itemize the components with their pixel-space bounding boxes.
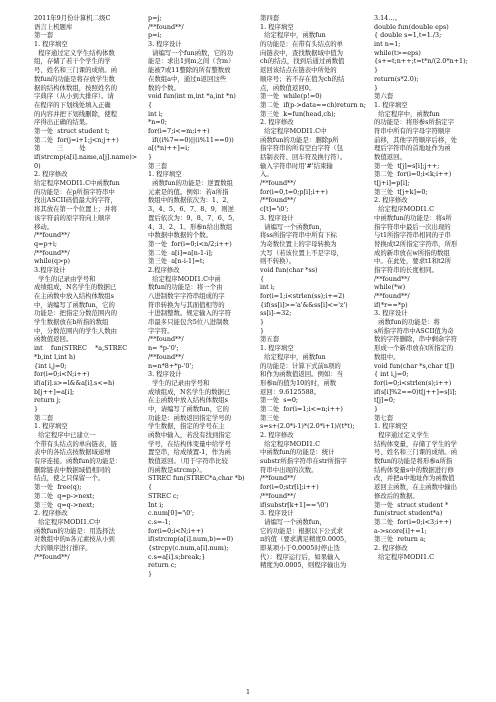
text-line: 第一处 for(i=0;i<n/2;i++)	[148, 239, 232, 248]
text-line: π的值（要求满足精度0.0005，	[260, 535, 351, 544]
text-line: 点，函数值返回0。	[260, 83, 316, 92]
text-line: 3. 程序设计	[260, 213, 294, 222]
text-line: 的功能是：将形参s所指定字	[374, 118, 454, 127]
text-line: 第一处 t[j]=s[i];j++;	[374, 161, 440, 170]
text-line: 号、姓名和三门课的成绩。函	[34, 66, 118, 75]
text-line: 给定程序MODI1.C中函	[148, 274, 221, 283]
text-line: p=j;	[148, 14, 162, 22]
text-line: 中，请编写了函数fun，它的	[34, 300, 115, 309]
text-line: { double s=1,t=1./3;	[374, 31, 442, 40]
text-line: 第一处 while(p!=0)	[260, 92, 322, 101]
text-line: return(s*2.0);	[374, 74, 419, 83]
text-line: 中函数fun的功能是：统计	[260, 448, 335, 457]
text-line: 中。在此处，要求t1和t2所	[374, 257, 452, 266]
text-line: 函数fun的功能是：将	[374, 318, 440, 327]
text-line: /**found**/	[374, 292, 410, 300]
text-line: 语言上机题库	[34, 22, 73, 31]
text-line: STREC c;	[148, 491, 179, 500]
text-line: /**found**/	[34, 231, 70, 240]
text-line: /**found**/	[260, 491, 296, 500]
text-line: 中函数fun的功能是：将s所	[374, 213, 452, 222]
text-line: 4、3、2、1。形参n给出数组	[148, 222, 233, 231]
text-line: while(q>p)	[34, 257, 70, 266]
text-line: 程序通过定义学生结构体数	[34, 48, 115, 57]
text-line: 给定程序MODI1.C中	[260, 126, 327, 135]
text-line: 给定程序MODI1.C	[374, 205, 435, 214]
text-line: 找出ASCII码值最大的字符，	[34, 196, 117, 205]
text-line: 该字符前的原字符向上顺序	[34, 213, 111, 222]
text-line: 请编写一个函数fun，	[260, 517, 326, 526]
text-line: for(i=0;str[i];i++)	[260, 483, 319, 492]
text-line: return j;	[34, 396, 61, 405]
text-line: 则不转换）。	[260, 257, 296, 266]
text-line: 指字符串的所有空白字符（包	[260, 144, 344, 153]
text-line: for(i=0;i<N;i++)	[148, 526, 204, 535]
text-line: 函数中输入，若没有找到指定	[148, 431, 232, 439]
text-line: int i;	[148, 109, 163, 118]
text-line: }	[148, 153, 153, 161]
text-line: 字典序（从小到大排序）。请	[34, 92, 114, 101]
text-line: 2. 程序修改	[260, 431, 294, 439]
text-line: 的功能是：在带有头结点的单	[260, 40, 344, 49]
text-line: 0)	[34, 161, 41, 170]
text-line: 数值返回。（用于字符串比较	[148, 457, 228, 466]
text-line: 符串中所有的字母字符顺序	[374, 126, 451, 135]
text-line: 删除链表中数据域值相同的	[34, 465, 111, 474]
text-line: 大的顺序进行排序。	[34, 543, 92, 552]
text-line: if(substr[k+1]=='\0')	[260, 500, 329, 509]
page-number: 1	[245, 688, 251, 696]
text-line: 指字符串中最后一次出现的	[374, 222, 451, 231]
text-line: 输入字符串时用'#'结束输	[260, 161, 333, 170]
text-line: s所指字符串中ASCII值为奇	[374, 326, 454, 335]
text-line: 在数组a中，通过n返回这些	[148, 74, 227, 83]
text-line: 1. 程序填空	[34, 40, 68, 49]
text-line: 个带有头结点的单向链表，链	[34, 439, 118, 448]
text-line: /**found**/	[148, 352, 184, 361]
text-line: 向链表中，查找数据域中值为	[260, 48, 344, 57]
text-line: 2. 程序修改	[34, 170, 68, 179]
text-line: 置空串，给成绩置-1，作为函	[148, 448, 231, 457]
text-line: 八进制数字字符串组成的字	[148, 292, 225, 300]
text-line: 前移，其他字符顺序后移，处	[374, 135, 458, 144]
text-line: 学生的记录由学号和	[148, 378, 210, 387]
text-line: 修改后的数据。	[374, 491, 419, 500]
text-line: 第三处 a[n-i-1]=t;	[148, 257, 205, 266]
text-line: Int i;	[148, 500, 164, 509]
text-line: 能被7或11整除的所有整数放	[148, 66, 231, 75]
text-line: 括制表符、回车符及换行符）。	[260, 153, 347, 161]
text-line: t[j+i]=p[i];	[374, 179, 410, 188]
text-line: 号、姓名和三门课的成绩。函	[374, 448, 458, 457]
text-line: ss[i]-=32;	[260, 309, 292, 318]
text-line: 精度为0.0005，则程序输出为	[260, 561, 347, 570]
text-line: 给定程序中，函数fun	[260, 352, 326, 361]
text-line: /**found**/	[148, 22, 184, 31]
text-line: 第二处 q=p->next;	[34, 491, 95, 500]
text-line: 返回主函数，在主函数中输出	[374, 483, 458, 492]
text-line: 3. 程序设计	[374, 309, 408, 318]
text-line: 置后依次为：9、8、7、6、5、	[148, 213, 239, 222]
text-line: 数的个数。	[148, 83, 180, 92]
text-line: 与t1所指字符串相同的子串	[374, 231, 451, 240]
text-line: 第三处	[260, 413, 280, 422]
text-line: 成绩组成，N名学生的数据已	[148, 387, 231, 396]
text-line: 在主函数中放入结构体数组s	[34, 292, 114, 300]
text-line: 串最多只能包含5位八进制数	[148, 318, 229, 327]
text-line: 2. 程序修改	[374, 196, 408, 205]
text-line: 移动。	[34, 222, 54, 231]
text-line: 2. 程序修改	[374, 543, 408, 552]
text-line: if(*r==*p)	[374, 300, 408, 309]
text-line: { int i,j=0;	[374, 370, 409, 379]
text-line: 第七套	[374, 413, 394, 422]
text-line: 在主函数中放入结构体数组s	[148, 396, 228, 405]
text-line: 指字符串的长度相同。	[374, 265, 438, 274]
text-line: 第三处 k=fun(head,ch);	[260, 109, 336, 118]
text-line: 结构体变量s中的数据进行修	[374, 465, 454, 474]
text-line: *b,int l,int h)	[34, 352, 76, 361]
text-line: 第一处 struct student t;	[34, 126, 110, 135]
text-line: 第一处 free(q);	[34, 483, 82, 492]
text-line: 返回该结点在链表中所处的	[260, 66, 337, 75]
text-line: 理后字符串的首地址作为函	[374, 144, 451, 153]
text-line: {	[148, 100, 153, 109]
text-line: 第二处 for(i=0;i<3;i++)	[374, 517, 452, 526]
text-line: 2. 程序修改	[260, 118, 294, 127]
text-line: 第五套	[260, 335, 280, 344]
text-line: }	[374, 66, 379, 75]
text-line: 2. 程序修改	[34, 509, 68, 518]
text-line: 第六套	[374, 92, 394, 101]
text-line: double fun(double eps)	[374, 22, 449, 31]
text-line: 第三处 q=q->next;	[34, 500, 95, 509]
text-line: 3. 程序设计	[148, 40, 182, 49]
text-line: 给定程序MODI1.C中	[34, 517, 101, 526]
text-line: 将ss所指字符串中所有下标	[260, 231, 337, 240]
text-line: 第三套	[148, 161, 168, 170]
text-line: /**found**/	[34, 248, 70, 257]
text-line: 功能是：把指定分数范围内的	[34, 309, 118, 318]
text-line: 请编写一个函数fun，	[260, 222, 326, 231]
text-line: c[t]='\0';	[260, 205, 289, 214]
text-line: STREC fun(STREC*a,char *b)	[148, 474, 245, 483]
text-line: 3.14…。	[374, 14, 402, 22]
text-line: /**found**/	[260, 196, 296, 205]
text-line: 中，请编写了函数fun，它的	[148, 404, 229, 413]
text-line: *n=0;	[148, 118, 167, 127]
text-line: 第一套	[34, 31, 54, 40]
text-line: 3. 程序设计	[260, 509, 294, 518]
text-line: if(strcmp(a[i].name,a[j].name)>	[34, 153, 138, 161]
text-line: q=p+i;	[34, 239, 58, 248]
text-line: 1. 程序填空	[374, 422, 408, 431]
text-line: void fun(int m,int *a,int *n)	[148, 92, 236, 101]
text-line: 数组中。	[374, 352, 400, 361]
text-line: 给定程序中已建立一	[34, 431, 96, 439]
text-line: 数fun的功能是将存放学生数	[34, 74, 115, 83]
text-line: 程序通过定义学生	[374, 431, 430, 439]
text-line: 数组中的数据依次为：1、2、	[148, 196, 233, 205]
text-line: 给定程序MODI1.C中函数fun	[34, 179, 120, 188]
text-line: 有序连接。函数fun的功能是：	[34, 457, 122, 466]
text-line: 请编写一个fun函数，它的功	[148, 48, 233, 57]
text-line: 2.程序修改	[148, 265, 180, 274]
text-line: 数fun的功能是：将一个由	[148, 283, 223, 292]
text-line: 大写（若该位置上不是字母，	[260, 248, 344, 257]
text-line: 第三处 return a;	[374, 535, 426, 544]
text-line: 和作为函数值返回。例如：当	[260, 370, 344, 379]
text-column-3	[260, 14, 366, 570]
text-line: {int i,j=0;	[34, 361, 67, 370]
text-line: n=n*8+*p-'0';	[148, 361, 194, 370]
text-line: p=i;	[148, 31, 162, 40]
text-line: t[j]=0;	[374, 396, 396, 405]
text-line: substr所指字符串在str所指字	[260, 457, 347, 466]
text-line: 第二处 for(i=1;i<=n;i++)	[260, 404, 343, 413]
text-line: 顺序号；若不存在值为ch的结	[260, 74, 345, 83]
text-line: 2011年9月份计算机二级C	[34, 14, 111, 22]
text-line: a->score[i]+=1;	[374, 526, 427, 535]
text-line: 学生数据放在b所指的数组	[34, 318, 109, 327]
text-line: /**found**/	[148, 335, 184, 344]
text-line: 数值返回。	[374, 153, 406, 161]
text-line: 的内容并把下划线删除，使程	[34, 109, 118, 118]
text-line: 函数fun的功能是：删除p所	[260, 135, 339, 144]
text-line: void fun(char *ss)	[260, 265, 318, 274]
text-line: 能是：求出1到m之间（含m）	[148, 57, 235, 66]
text-line: {	[260, 274, 265, 283]
text-line: s=s+(2.0*i-1)*(2.0*i+1)/(t*t);	[260, 422, 355, 431]
text-line: int i;	[260, 283, 275, 292]
text-line: }	[260, 318, 265, 327]
text-line: while(t>=eps)	[374, 48, 421, 57]
text-line: 功能是：函数返回指定学号的	[148, 413, 232, 422]
text-line: 给定程序中，函数fun	[374, 109, 440, 118]
text-line: 字字符。	[148, 326, 174, 335]
text-line: 学号，在结构体变量中给学号	[148, 439, 232, 448]
text-line: c.s=a[i].s;break;}	[148, 552, 206, 561]
text-line: 给定程序MODI1.C	[260, 439, 321, 448]
text-line: int fun(STREC *a,STREC	[34, 344, 128, 353]
text-line: 3、4、5、6、7、8、9，则逆	[148, 205, 234, 214]
text-line: c.s=-1;	[148, 517, 171, 526]
text-line: if(a[i].s>=l&&a[i].s<=h)	[34, 378, 115, 387]
text-line: 函数值返回。	[34, 335, 73, 344]
text-line: 结构体变量，存储了学生的学	[374, 439, 458, 448]
text-line: 形参n的值为10的时，函数	[260, 378, 337, 387]
text-line: 第三处 t[j+k]=0;	[374, 187, 428, 196]
text-line: }	[148, 570, 153, 578]
text-line: for(i=1;i<strlen(ss);i+=2)	[260, 292, 345, 300]
text-line: while(*w)	[374, 283, 406, 292]
text-line: 第二处 for(j=i+1;j<n;j++)	[34, 135, 119, 144]
text-line: }	[34, 404, 39, 413]
text-line: a[(*n)++]=i;	[148, 144, 190, 153]
text-line: 1. 程序填空	[260, 22, 294, 31]
text-line: 十进制整数。规定输入的字符	[148, 309, 232, 318]
text-line: /**found**/	[260, 179, 296, 188]
text-line: {strcpy(c.num,a[i].num);	[148, 543, 229, 552]
text-line: 元素是的值。例如：若a所指	[148, 187, 229, 196]
text-line: 第四套	[260, 14, 280, 22]
text-line: 1. 程序填空	[148, 170, 182, 179]
text-line: 符串转换为与其面值相等的	[148, 300, 225, 309]
text-line: 的函数是strcmp）。	[148, 465, 206, 474]
text-line: 的功能是：在p所指字符串中	[34, 187, 115, 196]
text-line: 改，并把a中地址作为函数值	[374, 474, 455, 483]
text-line: 中数据中数据的个数。	[148, 231, 212, 240]
text-line: 的功能是：计算下式前n项的	[260, 361, 341, 370]
text-line: if(s[i]%2==0)t[j++]=s[i];	[374, 387, 457, 396]
text-column-1	[34, 14, 142, 561]
text-line: for(i=0;i<N;i++)	[34, 370, 90, 379]
text-line: 学生数据，指定的学号在主	[148, 422, 225, 431]
text-line: 结点，使之只保留一个。	[34, 474, 105, 483]
text-line: 替换成t2所指定字符串，所形	[374, 239, 458, 248]
text-column-4	[374, 14, 482, 561]
text-line: ch的结点，找到后通过函数值	[260, 57, 345, 66]
text-line: 学生的记录由学号和	[34, 274, 96, 283]
text-line: 第二套	[34, 413, 54, 422]
text-line: c.num[0]='\0';	[148, 509, 195, 518]
text-line: 代）：程序运行后，如果输入	[260, 552, 340, 561]
text-line: /**found**/	[260, 474, 296, 483]
text-line: 序得出正确的结果。	[34, 118, 92, 127]
text-line: void fun(char *s,char t[])	[374, 361, 455, 370]
text-line: /**found**/	[34, 552, 70, 561]
text-line: 函数fun的功能是：用选择法	[34, 526, 115, 535]
text-line: b[j++]=a[i];	[34, 387, 75, 396]
text-line: for(i=0;i<strlen(s);i++)	[374, 378, 452, 387]
text-line: 成绩组成，N名学生的数据已	[34, 283, 117, 292]
text-line: 数fun的功能是将形参a所指	[374, 457, 453, 466]
text-line: 函数fun的功能是：逆置数组	[148, 179, 233, 188]
text-line: 为奇数位置上的字母转换为	[260, 239, 337, 248]
text-line: 1. 程序填空	[34, 422, 68, 431]
text-line: 第一处 s=0;	[260, 396, 299, 405]
text-line: if((i%7==0)||(i%11==0))	[148, 135, 234, 144]
text-line: }	[374, 83, 379, 92]
text-line: /**found**/	[374, 274, 410, 283]
text-line: 数的字符删除，串中剩余字符	[374, 335, 458, 344]
text-line: 中，分数范围内的学生人数由	[34, 326, 118, 335]
text-line: 形成一个新串放在t所指定的	[374, 344, 454, 353]
text-line: }	[374, 404, 379, 413]
text-line: 第 三 处	[34, 144, 86, 153]
text-line: }	[260, 326, 265, 335]
text-line: 第一处 struct student *	[374, 500, 449, 509]
text-line: if(strcmp(a[i].num,b)==0)	[148, 535, 234, 544]
text-line: 表中的各结点按数据域递增	[34, 448, 111, 457]
text-line: 在程序的下划线处填入正确	[34, 100, 111, 109]
text-line: 第二处 for(i=0;i<k;i++)	[374, 170, 452, 179]
text-line: 给定程序MODI1.C	[374, 552, 435, 561]
text-line: {s+=t;n++;t=t*n/(2.0*n+1);	[374, 57, 468, 66]
text-line: 成的新串放在w所指的数组	[374, 248, 450, 257]
text-line: 返回：9.6125588。	[260, 387, 321, 396]
text-line: 1. 程序填空	[260, 344, 294, 353]
text-line: 将其放在第一个位置上；并将	[34, 205, 118, 214]
text-line: 组，存储了若干个学生的学	[34, 57, 111, 66]
text-column-2	[148, 14, 254, 579]
text-line: 第二处 a[i]=a[n-1-i];	[148, 248, 213, 257]
text-line: {	[148, 483, 153, 492]
text-line: return c;	[148, 561, 177, 570]
text-line: 入。	[260, 170, 273, 179]
text-line: 对数组中的n各元素按从小到	[34, 535, 115, 544]
text-line: 给定程序中，函数fun	[260, 31, 326, 40]
text-line: 即某项小于0.0005时停止迭	[260, 543, 340, 552]
text-line: 第二处 if(p->data==ch)return n;	[260, 100, 366, 109]
text-line: n= *p-'0';	[148, 344, 179, 353]
text-line: for(i=7;i<=m;i++)	[148, 126, 210, 135]
text-line: 符串中出现的次数。	[260, 465, 318, 474]
text-line: fun(struct student*a)	[374, 509, 443, 518]
text-line: 1. 程序填空	[374, 100, 408, 109]
text-line: 3. 程序设计	[148, 370, 182, 379]
text-line: 据的结构体数组，按照姓名的	[34, 83, 118, 92]
text-line: int n=1;	[374, 40, 401, 49]
text-line: {if(ss[i]>='a'&&ss[i]<='z')	[260, 300, 348, 309]
text-line: 它的功能是：根据以下公式求	[260, 526, 344, 535]
text-line: 3.程序设计	[34, 265, 66, 274]
text-line: for(i=0,t=0;p[i];i++)	[260, 187, 328, 196]
